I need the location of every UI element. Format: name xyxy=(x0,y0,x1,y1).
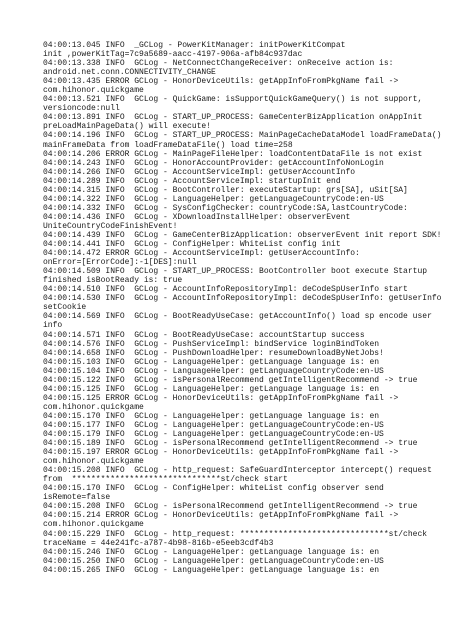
log-line: preLoadMainPageData() will execute! xyxy=(43,122,212,132)
log-line: 04:00:14.266 INFO GCLog - AccountServiceImpl: getUserAccountInfo xyxy=(43,167,356,177)
log-line: UniteCountryCodeFinishEvent! xyxy=(43,221,178,231)
log-line: 04:00:15.103 INFO GCLog - LanguageHelper: getLanguage language is: en xyxy=(43,357,380,367)
log-line: 04:00:14.530 INFO GCLog - AccountInfoRepositoryImpl: deCodeSpUserInfo: getUserInfo xyxy=(43,294,442,304)
log-line: 04:00:15.214 ERROR GCLog - HonorDeviceUtils: getAppInfoFromPkgName fail -> xyxy=(43,511,399,521)
log-line: 04:00:14.332 INFO GCLog - SysConfigChecker: countryCode:SA,lastCountryCode: xyxy=(43,203,408,213)
log-line: 04:00:13.435 ERROR GCLog - HonorDeviceUtils: getAppInfoFromPkgName fail -> xyxy=(43,77,399,87)
log-line: 04:00:15.189 INFO GCLog - isPersonalRecommend getIntelligentRecommend -> true xyxy=(43,439,418,449)
log-line: 04:00:14.196 INFO GCLog - START_UP_PROCESS: MainPageCacheDataModel loadFrameData() xyxy=(43,131,442,141)
log-line: 04:00:15.265 INFO GCLog - LanguageHelper: getLanguage language is: en xyxy=(43,565,380,575)
log-line: 04:00:15.208 INFO GCLog - isPersonalRecommend getIntelligentRecommend -> true xyxy=(43,502,418,512)
log-line: 04:00:14.658 INFO GCLog - PushDownloadHelper: resumeDownloadByNetJobs! xyxy=(43,348,384,358)
log-line: com.hihonor.quickgame xyxy=(43,86,144,96)
log-line: 04:00:14.441 INFO GCLog - ConfigHelper: WhiteList config init xyxy=(43,240,341,250)
log-line: 04:00:15.125 INFO GCLog - LanguageHelper: getLanguage language is: en xyxy=(43,384,380,394)
log-line: 04:00:15.197 ERROR GCLog - HonorDeviceUtils: getAppInfoFromPkgName fail -> xyxy=(43,448,399,458)
log-line: 04:00:14.472 ERROR GCLog - AccountServiceImpl: getUserAccountInfo: xyxy=(43,249,360,259)
log-line: 04:00:15.246 INFO GCLog - LanguageHelper: getLanguage language is: en xyxy=(43,547,380,557)
log-line: 04:00:14.315 INFO GCLog - BootController: executeStartup: grs[SA], uSit[SA] xyxy=(43,185,408,195)
log-line: 04:00:14.206 ERROR GCLog - MainPageFileHelper: loadContentDataFile is not exist xyxy=(43,149,423,159)
log-line: 04:00:15.177 INFO GCLog - LanguageHelper: getLanguageCountryCode:en-US xyxy=(43,420,384,430)
log-line: isRemote=false xyxy=(43,493,111,503)
log-line: 04:00:14.571 INFO GCLog - BootReadyUseCase: accountStartup success xyxy=(43,330,365,340)
log-line: 04:00:15.170 INFO GCLog - LanguageHelper: getLanguage language is: en xyxy=(43,411,380,421)
log-line: 04:00:15.179 INFO GCLog - LanguageHelper: getLanguageCountryCode:en-US xyxy=(43,430,384,440)
log-line: 04:00:14.439 INFO GCLog - GameCenterBizApplication: observerEvent init report SDK! xyxy=(43,230,442,240)
log-line: 04:00:14.510 INFO GCLog - AccountInfoRepositoryImpl: deCodeSpUserInfo start xyxy=(43,285,408,295)
log-line: 04:00:14.289 INFO GCLog - AccountServiceImpl: startupInit end xyxy=(43,176,341,186)
log-line: from *******************************st/check start xyxy=(43,475,288,485)
log-line: init ,powerKitTag=7c9a5689-aacc-4197-906a-afb84c937dac xyxy=(43,50,303,60)
log-line: 04:00:13.045 INFO _GCLog - PowerKitManager: initPowerKitCompat xyxy=(43,41,346,50)
log-line: setCookie xyxy=(43,303,87,313)
log-line: traceName = 44e241fc-a787-4b98-816b-e5eeb3cdf4b3 xyxy=(43,538,274,548)
log-line: 04:00:13.521 INFO GCLog - QuickGame: isSupportQuickGameQuery() is not support, xyxy=(43,95,423,105)
log-line: 04:00:15.104 INFO GCLog - LanguageHelper: getLanguageCountryCode:en-US xyxy=(43,366,384,376)
log-line: 04:00:14.569 INFO GCLog - BootReadyUseCase: getAccountInfo() load sp encode user xyxy=(43,312,432,322)
log-line: info xyxy=(43,321,63,331)
log-line: 04:00:15.170 INFO GCLog - ConfigHelper: whiteList config observer send xyxy=(43,484,384,494)
log-line: 04:00:13.891 INFO GCLog - START_UP_PROCESS: GameCenterBizApplication onAppInit xyxy=(43,113,423,123)
log-line: 04:00:15.125 ERROR GCLog - HonorDeviceUtils: getAppInfoFromPkgName fail -> xyxy=(43,393,399,403)
log-line: 04:00:15.122 INFO GCLog - isPersonalRecommend getIntelligentRecommend -> true xyxy=(43,375,418,385)
log-line: com.hihonor.quickgame xyxy=(43,457,144,467)
log-line: 04:00:14.322 INFO GCLog - LanguageHelper: getLanguageCountryCode:en-US xyxy=(43,194,384,204)
log-line: finished isBootReady is: true xyxy=(43,276,183,286)
log-line: 04:00:15.208 INFO GCLog - http_request: SafeGuardInterceptor intercept() request xyxy=(43,466,432,476)
log-line: 04:00:13.338 INFO GCLog - NetConnectChangeReceiver: onReceive action is: xyxy=(43,59,394,69)
log-line: com.hihonor.quickgame xyxy=(43,520,144,530)
log-line: 04:00:15.229 INFO GCLog - http_request: *******************************st/check xyxy=(43,529,428,539)
log-line: com.hihonor.quickgame xyxy=(43,402,144,412)
log-line: mainFrameData from loadFrameDataFile() load time=258 xyxy=(43,140,293,150)
log-line: 04:00:14.436 INFO GCLog - XDownloadInstallHelper: observerEvent xyxy=(43,212,351,222)
log-line: versioncode:null xyxy=(43,104,120,114)
log-line: 04:00:15.250 INFO GCLog - LanguageHelper: getLanguageCountryCode:en-US xyxy=(43,556,384,566)
log-document xyxy=(43,41,442,575)
log-line: 04:00:14.576 INFO GCLog - PushServiceImpl: bindService loginBindToken xyxy=(43,339,380,349)
log-line: android.net.conn.CONNECTIVITY_CHANGE xyxy=(43,68,216,78)
log-line: 04:00:14.243 INFO GCLog - HonorAccountProvider: getAccountInfoNonLogin xyxy=(43,158,384,168)
log-line: onError=[ErrorCode]:-1[DES]:null xyxy=(43,258,197,268)
log-line: 04:00:14.509 INFO GCLog - START_UP_PROCESS: BootController boot execute Startup xyxy=(43,267,428,277)
